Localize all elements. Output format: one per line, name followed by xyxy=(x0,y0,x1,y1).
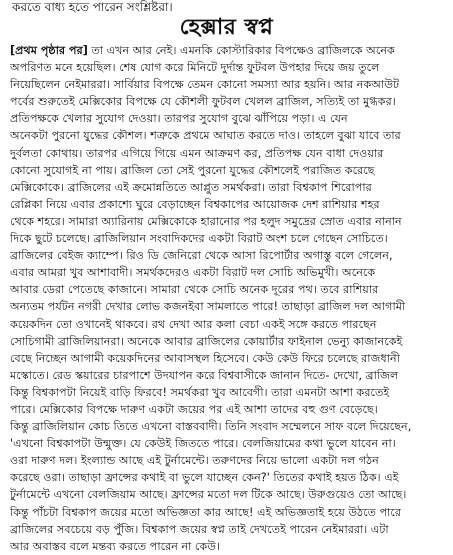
article-line: মস্কোতে। রেড স্কয়ারের চারপাশে উদযাপন করে বিশ্ববাসীকে জানান দিতে- দেখো, ব্রাজিল xyxy=(10,368,399,382)
article-line: থেকে শহরে। সামারা অ্যারিনায় মেক্সিকোকে হারানোর পর হলুদ সমুদ্রের স্রোত এবার নানান xyxy=(10,214,402,228)
article-line: ওরা দারুণ দল। ইংল্যান্ড আছে এই টুর্নামেন্টে। তরুণদের নিয়ে ভালো একটা দল গঠন xyxy=(10,454,379,468)
article-line: রেপ্লিকা নিয়ে এবার প্রকাশ্যে ঘুরে বেড়াচ্ছেন বিশ্বকাপের আয়োজক দেশ রাশিয়ার শহর xyxy=(10,197,380,211)
article-line: দুর্বলতা কোথায়। তারপর এগিয়ে গিয়ে এমন আক্রমণ কর, প্রতিপক্ষ যেন বাধা দেওয়ার xyxy=(10,146,384,160)
article-line: সোচিগামী ব্রাজিলিয়ানরা। অনেকে আবার ব্রাজিলের কোয়ার্টার ফাইনাল ভেন্যু কাজানকেই xyxy=(10,334,403,348)
article-body xyxy=(10,42,443,555)
article-line: দিকে ছুটে চলেছে। ব্রাজিলিয়ান সংবাদিকদের একটা বিরাট অংশ চলে গেছেন সোচিতে। xyxy=(10,232,388,246)
article-line: অনেকটা পুরনো যুদ্ধের কৌশল। শত্রুকে প্রথমে আঘাত করতে দাও। তাহলে বুঝা যাবে তার xyxy=(10,129,401,143)
previous-article-tail: করতে বাধ্য হতে পারেন সংশ্লিষ্টরা। xyxy=(12,0,173,14)
article-line: অপরিণত মনে হয়েছিল। শেষ যোগ করে মিনিটে দুর্দান্ত ফুটবল উপহার দিয়ে জয় তুলে xyxy=(10,61,380,75)
article-line: অন্যতম পর্যটন নগরী দেখার লোভ কজনইবা সামলাতে পারে! তাছাড়া ব্রাজিল দল আগামী xyxy=(10,300,406,314)
article-line: কোনো সুযোগই না পায়। ব্রাজিল তো সেই পুরনো যুদ্ধের কৌশলেই পরাজিত করেছে xyxy=(10,163,375,177)
article-line: পারে। মেক্সিকোর বিপক্ষে দারুণ একটা জয়ের পর এই আশা তাদের বহু গুণ বেড়েছে। xyxy=(10,402,378,416)
article-line: আর অবাস্তব বলে মন্তব্য করতে পারেন না কেউ। xyxy=(10,539,221,553)
article-line: কিন্তু ব্রাজিলিয়ান কোচ তিতে এখনো বাস্তববাদী। তিনি সংবাদ সম্মেলনে সাফ বলে দিয়েছেন, xyxy=(10,420,412,434)
article-line: এবার আমরা খুব আশাবাদী। সমর্থকদেরও একটা বিরাট দল সোচি অভিমুখী। অনেকে xyxy=(10,266,376,280)
article-headline: হেক্সার স্বপ্ন xyxy=(179,14,274,40)
article-line: কয়েকদিন তো ওখানেই থাকবে। রথ দেখা আর কলা বেচা একই সঙ্গে করতে পারছেন xyxy=(10,317,377,331)
continuation-marker: [প্রথম পৃষ্ঠার পর] xyxy=(10,44,88,57)
article-line: টুর্নামেন্টে এখনো বেলজিয়াম আছে। ফ্রান্সের মতো দল টিকে আছে। উরুগুয়েও তো আছে। xyxy=(10,488,407,502)
article-line: করেছে ওরা। তাছাড়া ফ্রান্সের কথাই বা ভুলে যাচ্ছেন কেন?' তিতের কথাই হয়ত ঠিক। এই xyxy=(10,471,399,485)
article-line: মেক্সিকোকে। ব্রাজিলের এই ক্রমোন্নতিতে আপ্লুত সমর্থকরা। তারা বিশ্বকাপ শিরোপার xyxy=(10,180,372,194)
article-line: ব্রাজিলের বেইজ ক্যাম্পে। রিও ডি জেনিরো থেকে আসা রিপোর্টার অগাস্তু বলে গেলেন, xyxy=(10,249,393,263)
article-line: ব্রাজিলের সবচেয়ে বড় পুঁজি। বিশ্বকাপ জয়ের স্বপ্ন তাই দেখতেই পারেন নেইমাররা। এটা xyxy=(10,522,389,536)
article-line: পর্বের শুরুতেই মেক্সিকোর বিপক্ষে যে কৌশলী ফুটবল খেলল ব্রাজিল, সত্যিই তা মুগ্ধকর। xyxy=(10,95,396,109)
article-line: 'এখনো বিশ্বকাপটা উন্মুক্ত। যে কেউই জিততে পারে। বেলজিয়ামের কথা ভুলে যাবেন না। xyxy=(10,437,396,451)
article-line: কিন্তু পাঁচটা বিশ্বকাপ জয়ের মতো অভিজ্ঞতা কার আছে! এই অভিজ্ঞতাই হয়ে উঠতে পারে xyxy=(10,505,402,519)
article-line: প্রতিপক্ষকে খেলার সুযোগ দেওয়া। তারপর সুযোগ বুঝে ঝাঁপিয়ে পড়া। এ যেন xyxy=(10,112,348,126)
article-line: আবার ডেরা পেতেছে কাজানে। সামারা থেকে সোচি অনেক দূরের পথ। তবে রাশিয়ার xyxy=(10,283,379,297)
article-line: নিয়েছিলেন নেইমাররা। সার্বিয়ার বিপক্ষে তেমন কোনো সমস্যা আর হয়নি। আর নকআউট xyxy=(10,78,400,92)
article-line xyxy=(10,42,443,59)
article-line: কিন্তু বিশ্বকাপটা নিয়েই বাড়ি ফিরবে! সমর্থকরা খুব আবেগী। তারা এমনটা আশা করতেই xyxy=(10,385,390,399)
article-line: বেছে নিচ্ছেন আগামী কয়েকদিনের আবাসস্থল হিসেবে। কেউ কেউ ফিরে চলেছে রাজধানী xyxy=(10,351,400,365)
article-line-text: তা এখন আর নেই। এমনকি কোস্টারিকার বিপক্ষেও ব্রাজিলকে অনেক xyxy=(87,44,395,57)
